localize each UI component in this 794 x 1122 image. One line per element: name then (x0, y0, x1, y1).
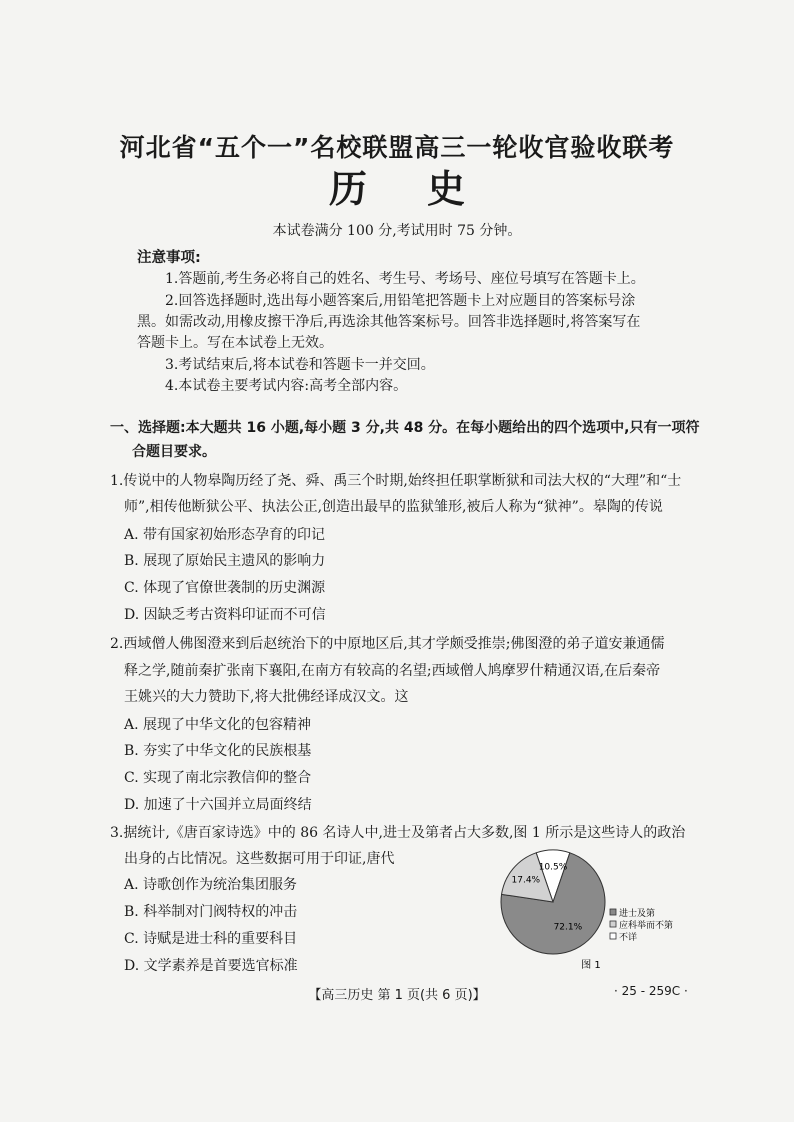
question-2-stem: 王姚兴的大力赞助下,将大批佛经译成汉文。这 (124, 689, 409, 705)
question-3-option-b[interactable]: B. 科举制对门阀特权的冲击 (124, 904, 298, 920)
notice-line: 答题卡上。写在本试卷上无效。 (137, 335, 333, 351)
notice-line: 1.答题前,考生务必将自己的姓名、考生号、考场号、座位号填写在答题卡上。 (165, 271, 645, 287)
pie-value-label: 10.5% (538, 862, 568, 873)
figure-1 (495, 846, 711, 976)
figure-caption: 图 1 (581, 960, 601, 971)
section-heading-cont: 合题目要求。 (132, 444, 216, 460)
paper-code: · 25 - 259C · (614, 984, 688, 998)
question-2-stem: 释之学,随前秦扩张南下襄阳,在南方有较高的名望;西域僧人鸠摩罗什精通汉语,在后秦帝 (124, 663, 661, 679)
legend-swatch (610, 933, 616, 939)
legend-label: 不详 (619, 933, 638, 943)
legend-label: 进士及第 (619, 909, 656, 919)
question-1-option-b[interactable]: B. 展现了原始民主遗风的影响力 (124, 553, 326, 569)
question-2-option-b[interactable]: B. 夯实了中华文化的民族根基 (124, 743, 312, 759)
question-3-stem: 出身的占比情况。这些数据可用于印证,唐代 (124, 851, 395, 867)
notice-heading: 注意事项: (137, 250, 201, 266)
question-3-option-c[interactable]: C. 诗赋是进士科的重要科目 (124, 931, 298, 947)
exam-info: 本试卷满分 100 分,考试用时 75 分钟。 (272, 223, 522, 239)
question-3-option-d[interactable]: D. 文学素养是首要选官标准 (124, 958, 298, 974)
question-2-option-d[interactable]: D. 加速了十六国并立局面终结 (124, 797, 312, 813)
subject-char-1: 历 (328, 167, 367, 211)
question-1-option-d[interactable]: D. 因缺乏考古资料印证而不可信 (124, 607, 326, 623)
question-2-stem: 2.西域僧人佛图澄来到后赵统治下的中原地区后,其才学颇受推崇;佛图澄的弟子道安兼通儒 (110, 636, 665, 652)
pie-chart (495, 846, 711, 976)
question-1-stem: 师”,相传他断狱公平、执法公正,创造出最早的监狱雏形,被后人称为“狱神”。皋陶的传说 (124, 499, 663, 515)
notice-line: 2.回答选择题时,选出每小题答案后,用铅笔把答题卡上对应题目的答案标号涂 (165, 293, 636, 309)
question-2-option-a[interactable]: A. 展现了中华文化的包容精神 (124, 717, 312, 733)
question-3-option-a[interactable]: A. 诗歌创作为统治集团服务 (124, 877, 298, 893)
notice-line: 3.考试结束后,将本试卷和答题卡一并交回。 (165, 357, 435, 373)
question-1-option-a[interactable]: A. 带有国家初始形态孕育的印记 (124, 527, 326, 543)
legend-swatch (610, 909, 616, 915)
subject-title (0, 158, 794, 213)
question-2-option-c[interactable]: C. 实现了南北宗教信仰的整合 (124, 770, 312, 786)
question-1-option-c[interactable]: C. 体现了官僚世袭制的历史渊源 (124, 580, 326, 596)
pie-value-label: 72.1% (553, 922, 583, 933)
page-footer: 【高三历史 第 1 页(共 6 页)】 (308, 988, 486, 1003)
notice-line: 4.本试卷主要考试内容:高考全部内容。 (165, 378, 408, 394)
notice-line: 黑。如需改动,用橡皮擦干净后,再选涂其他答案标号。回答非选择题时,将答案写在 (137, 314, 641, 330)
question-1-stem: 1.传说中的人物皋陶历经了尧、舜、禹三个时期,始终担任职掌断狱和司法大权的“大理”和“士 (110, 473, 682, 489)
exam-title: 河北省“五个一”名校联盟高三一轮收官验收联考 (119, 133, 675, 162)
section-heading: 一、选择题:本大题共 16 小题,每小题 3 分,共 48 分。在每小题给出的四个选项中,只有一项符 (110, 420, 700, 436)
question-3-stem: 3.据统计,《唐百家诗选》中的 86 名诗人中,进士及第者占大多数,图 1 所示是这些诗人的政治 (110, 825, 686, 841)
legend-swatch (610, 921, 616, 927)
pie-value-label: 17.4% (511, 875, 541, 886)
subject-char-2: 史 (427, 167, 466, 211)
legend-label: 应科举而不第 (619, 921, 674, 931)
